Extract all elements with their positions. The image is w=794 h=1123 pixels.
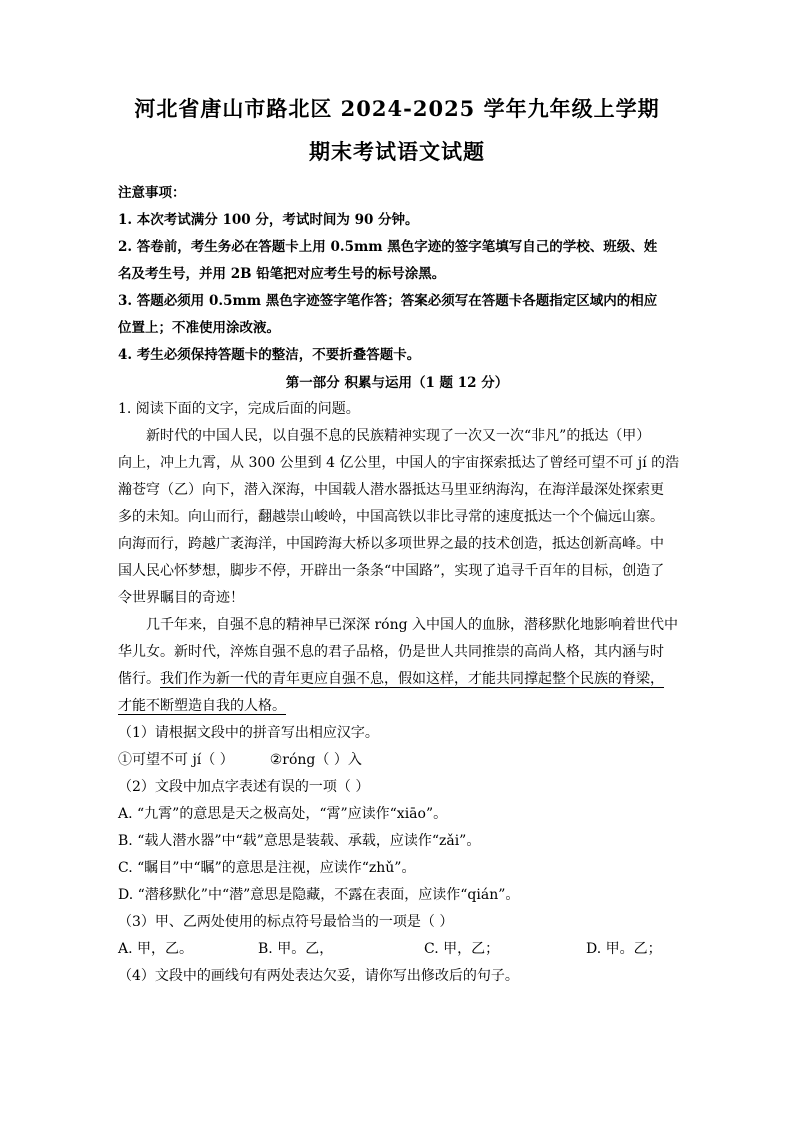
subquestion-1-stem: （1）请根据文段中的拼音写出相应汉字。 [118,725,379,741]
passage-line: 新时代的中国人民，以自强不息的民族精神实现了一次又一次“非凡”的抵达（甲） [146,428,651,444]
passage-line: 瀚苍穹（乙）向下，潜入深海，中国载人潜水器抵达马里亚纳海沟，在海洋最深处探索更 [118,482,664,498]
option-a[interactable]: A. 甲，乙。 [118,941,194,957]
passage-line: 华儿女。新时代，淬炼自强不息的君子品格，仍是世人共同推崇的高尚人格，其内涵与时 [118,644,664,660]
underlined-sentence-part-2: 才能不断塑造自我的人格。 [118,698,286,714]
passage-line: 几千年来，自强不息的精神早已深深 róng 入中国人的血脉，潜移默化地影响着世代中 [146,617,678,633]
note-line: 名及考生号，并用 2B 铅笔把对应考生号的标号涂黑。 [118,266,446,282]
part1-heading: 第一部分 积累与运用（1 题 12 分） [285,375,509,391]
option-d[interactable]: D. 甲。乙； [586,941,662,957]
exam-title-line-2: 期末考试语文试题 [309,139,485,164]
option-b[interactable]: B. 甲。乙， [258,941,334,957]
passage-line: 多的未知。向山而行，翻越崇山峻岭，中国高铁以非比寻常的速度抵达一个个偏远山寨。 [118,509,664,525]
passage-line: 向上，冲上九霄，从 300 公里到 4 亿公里，中国人的宇宙探索抵达了曾经可望不可 jí 的浩 [118,455,680,471]
passage-text: 偕行。 [118,671,160,687]
subquestion-4-stem: （4）文段中的画线句有两处表达欠妥，请你写出修改后的句子。 [118,968,519,984]
notes-section [118,180,676,369]
subquestion-2-stem: （2）文段中加点字表述有误的一项（ ） [118,779,370,795]
note-line: 4. 考生必须保持答题卡的整洁，不要折叠答题卡。 [118,347,421,363]
note-line: 位置上；不准使用涂改液。 [118,320,280,336]
passage-line: 向海而行，跨越广袤海洋，中国跨海大桥以多项世界之最的技术创造，抵达创新高峰。中 [118,536,664,552]
passage-line: 令世界瞩目的奇迹！ [118,590,244,606]
exam-title-line-1: 河北省唐山市路北区 2024-2025 学年九年级上学期 [134,96,660,121]
fill-blank-rong[interactable]: ②róng（ ）入 [269,752,362,768]
question1-stem: 1. 阅读下面的文字，完成后面的问题。 [118,401,360,417]
option-d[interactable]: D. “潜移默化”中“潜”意思是隐藏，不露在表面，应读作“qián”。 [118,887,520,903]
passage-line: 国人民心怀梦想，脚步不停，开辟出一条条“中国路”，实现了追寻千百年的目标，创造了 [118,563,665,579]
option-c[interactable]: C. 甲，乙； [424,941,500,957]
note-line: 1. 本次考试满分 100 分，考试时间为 90 分钟。 [118,212,419,228]
reading-passage [118,423,680,720]
subquestion-3-options [118,936,676,963]
option-c[interactable]: C. “瞩目”中“瞩”的意思是注视，应读作“zhǔ”。 [118,860,416,876]
notes-heading: 注意事项： [118,185,186,201]
note-line: 3. 答题必须用 0.5mm 黑色字迹签字笔作答；答案必须写在答题卡各题指定区域内的相应 [118,293,658,309]
underlined-sentence-part-1: 我们作为新一代的青年更应自强不息，假如这样，才能共同撑起整个民族的脊梁， [160,671,664,687]
subquestion-3-stem: （3）甲、乙两处使用的标点符号最恰当的一项是（ ） [118,914,454,930]
passage-line [118,693,676,720]
option-b[interactable]: B. “载人潜水器”中“载”意思是装载、承载，应读作“zǎi”。 [118,833,481,849]
fill-blank-ji[interactable]: ①可望不可 jí（ ） [118,752,234,768]
option-a[interactable]: A. “九霄”的意思是天之极高处，“霄”应读作“xiāo”。 [118,806,448,822]
note-line: 2. 答卷前，考生务必在答题卡上用 0.5mm 黑色字迹的签字笔填写自己的学校、班级、姓 [118,239,658,255]
passage-line [118,666,676,693]
subquestion-1-blanks [118,747,676,774]
